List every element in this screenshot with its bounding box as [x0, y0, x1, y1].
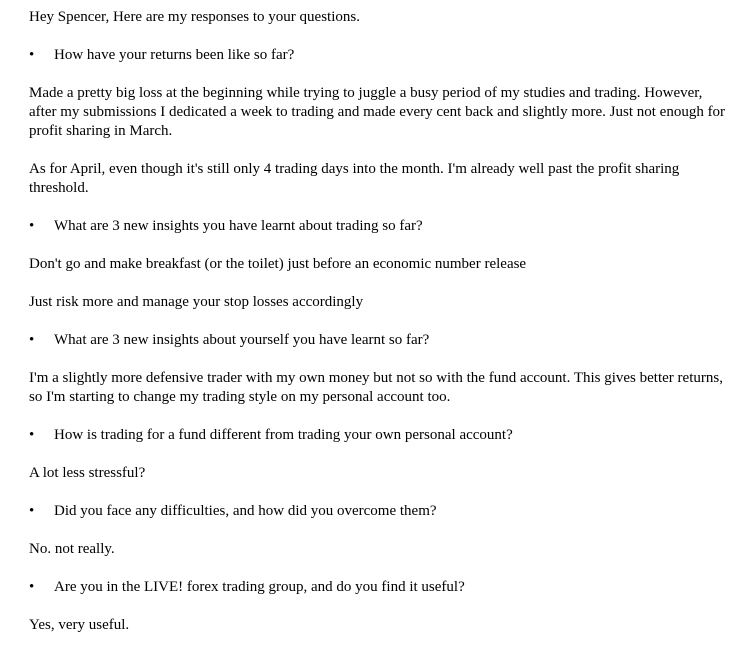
- answer-text: Don't go and make breakfast (or the toilet) just before an economic number release: [29, 256, 527, 272]
- question-item: [29, 46, 729, 65]
- question-item: [29, 331, 729, 350]
- answer-text: Made a pretty big loss at the beginning while trying to juggle a busy period of my studies and trading. However, after my submissions I dedicated a week to trading and made every cent back and slightly more. Just not enough for profit sharing in March.: [29, 85, 726, 139]
- document-body: [29, 8, 729, 654]
- question-item: [29, 502, 729, 521]
- answer-text: A lot less stressful?: [29, 465, 146, 481]
- question-text: What are 3 new insights you have learnt about trading so far?: [54, 218, 423, 234]
- question-text: What are 3 new insights about yourself you have learnt so far?: [54, 332, 430, 348]
- question-text: Are you in the LIVE! forex trading group, and do you find it useful?: [54, 579, 465, 595]
- question-text: How have your returns been like so far?: [54, 47, 295, 63]
- bullet-icon: •: [29, 218, 35, 234]
- answer-text: Yes, very useful.: [29, 617, 130, 633]
- answer-text: Just risk more and manage your stop losses accordingly: [29, 294, 364, 310]
- bullet-icon: •: [29, 503, 35, 519]
- answer-text: As for April, even though it's still only 4 trading days into the month. I'm already well past the profit sharing threshold.: [29, 161, 680, 196]
- question-text: How is trading for a fund different from trading your own personal account?: [54, 427, 513, 443]
- greeting-line: Hey Spencer, Here are my responses to your questions.: [29, 9, 360, 25]
- question-item: [29, 426, 729, 445]
- bullet-icon: •: [29, 579, 35, 595]
- bullet-icon: •: [29, 47, 35, 63]
- question-item: [29, 217, 729, 236]
- question-item: [29, 578, 729, 597]
- answer-text: I'm a slightly more defensive trader with my own money but not so with the fund account. This gives better returns, so I'm starting to change my trading style on my personal account too.: [29, 370, 723, 405]
- answer-text: No. not really.: [29, 541, 115, 557]
- question-text: Did you face any difficulties, and how did you overcome them?: [54, 503, 437, 519]
- bullet-icon: •: [29, 332, 35, 348]
- bullet-icon: •: [29, 427, 35, 443]
